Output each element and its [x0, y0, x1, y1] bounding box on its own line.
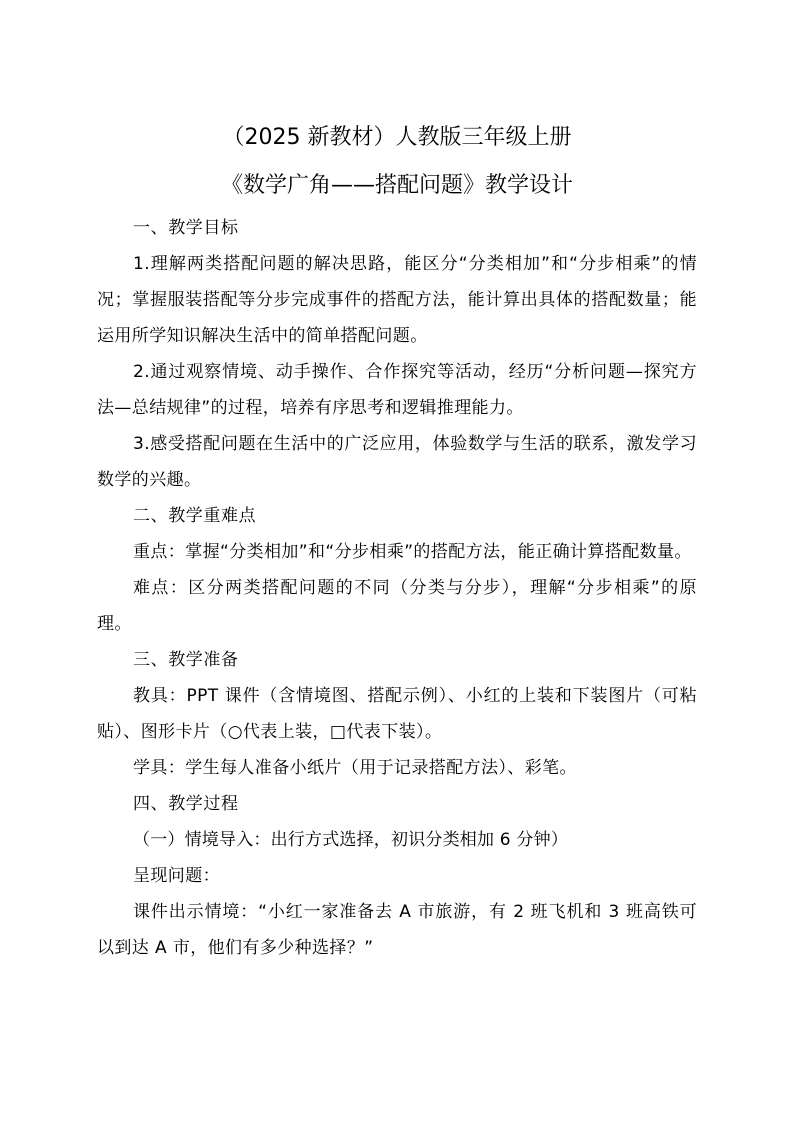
teaching-aids-paragraph: 教具：PPT 课件（含情境图、搭配示例）、小红的上装和下装图片（可粘贴）、图形卡片（○代表上装，□代表下装）。 — [97, 686, 697, 742]
key-point-paragraph: 重点：掌握“分类相加”和“分步相乘”的搭配方法，能正确计算搭配数量。 — [133, 542, 692, 562]
section-heading-key-points: 二、教学重难点 — [133, 506, 257, 526]
student-materials-paragraph: 学具：学生每人准备小纸片（用于记录搭配方法）、彩笔。 — [133, 758, 577, 778]
objective-paragraph-3: 3.感受搭配问题在生活中的广泛应用，体验数学与生活的联系，激发学习数学的兴趣。 — [97, 434, 697, 490]
section-heading-process: 四、教学过程 — [133, 794, 239, 814]
scenario-paragraph: 课件出示情境：“小红一家准备去 A 市旅游，有 2 班飞机和 3 班高铁可以到达 A 市，他们有多少种选择？” — [97, 902, 697, 958]
objective-paragraph-1: 1.理解两类搭配问题的解决思路，能区分“分类相加”和“分步相乘”的情况；掌握服装搭配等分步完成事件的搭配方法，能计算出具体的搭配数量；能运用所学知识解决生活中的简单搭配问题。 — [97, 254, 697, 346]
subsection-heading-intro: （一）情境导入：出行方式选择，初识分类相加 6 分钟） — [133, 830, 569, 850]
section-heading-objectives: 一、教学目标 — [133, 218, 239, 238]
difficulty-paragraph: 难点：区分两类搭配问题的不同（分类与分步），理解“分步相乘”的原理。 — [97, 578, 697, 634]
document-title-line-2: 《数学广角——搭配问题》教学设计 — [220, 173, 573, 198]
section-heading-preparation: 三、教学准备 — [133, 650, 239, 670]
present-question-label: 呈现问题： — [133, 866, 220, 886]
document-title-line-1: （2025 新教材）人教版三年级上册 — [222, 125, 572, 150]
objective-paragraph-2: 2.通过观察情境、动手操作、合作探究等活动，经历“分析问题—探究方法—总结规律”的过程，培养有序思考和逻辑推理能力。 — [97, 362, 697, 418]
document-body — [97, 118, 697, 966]
